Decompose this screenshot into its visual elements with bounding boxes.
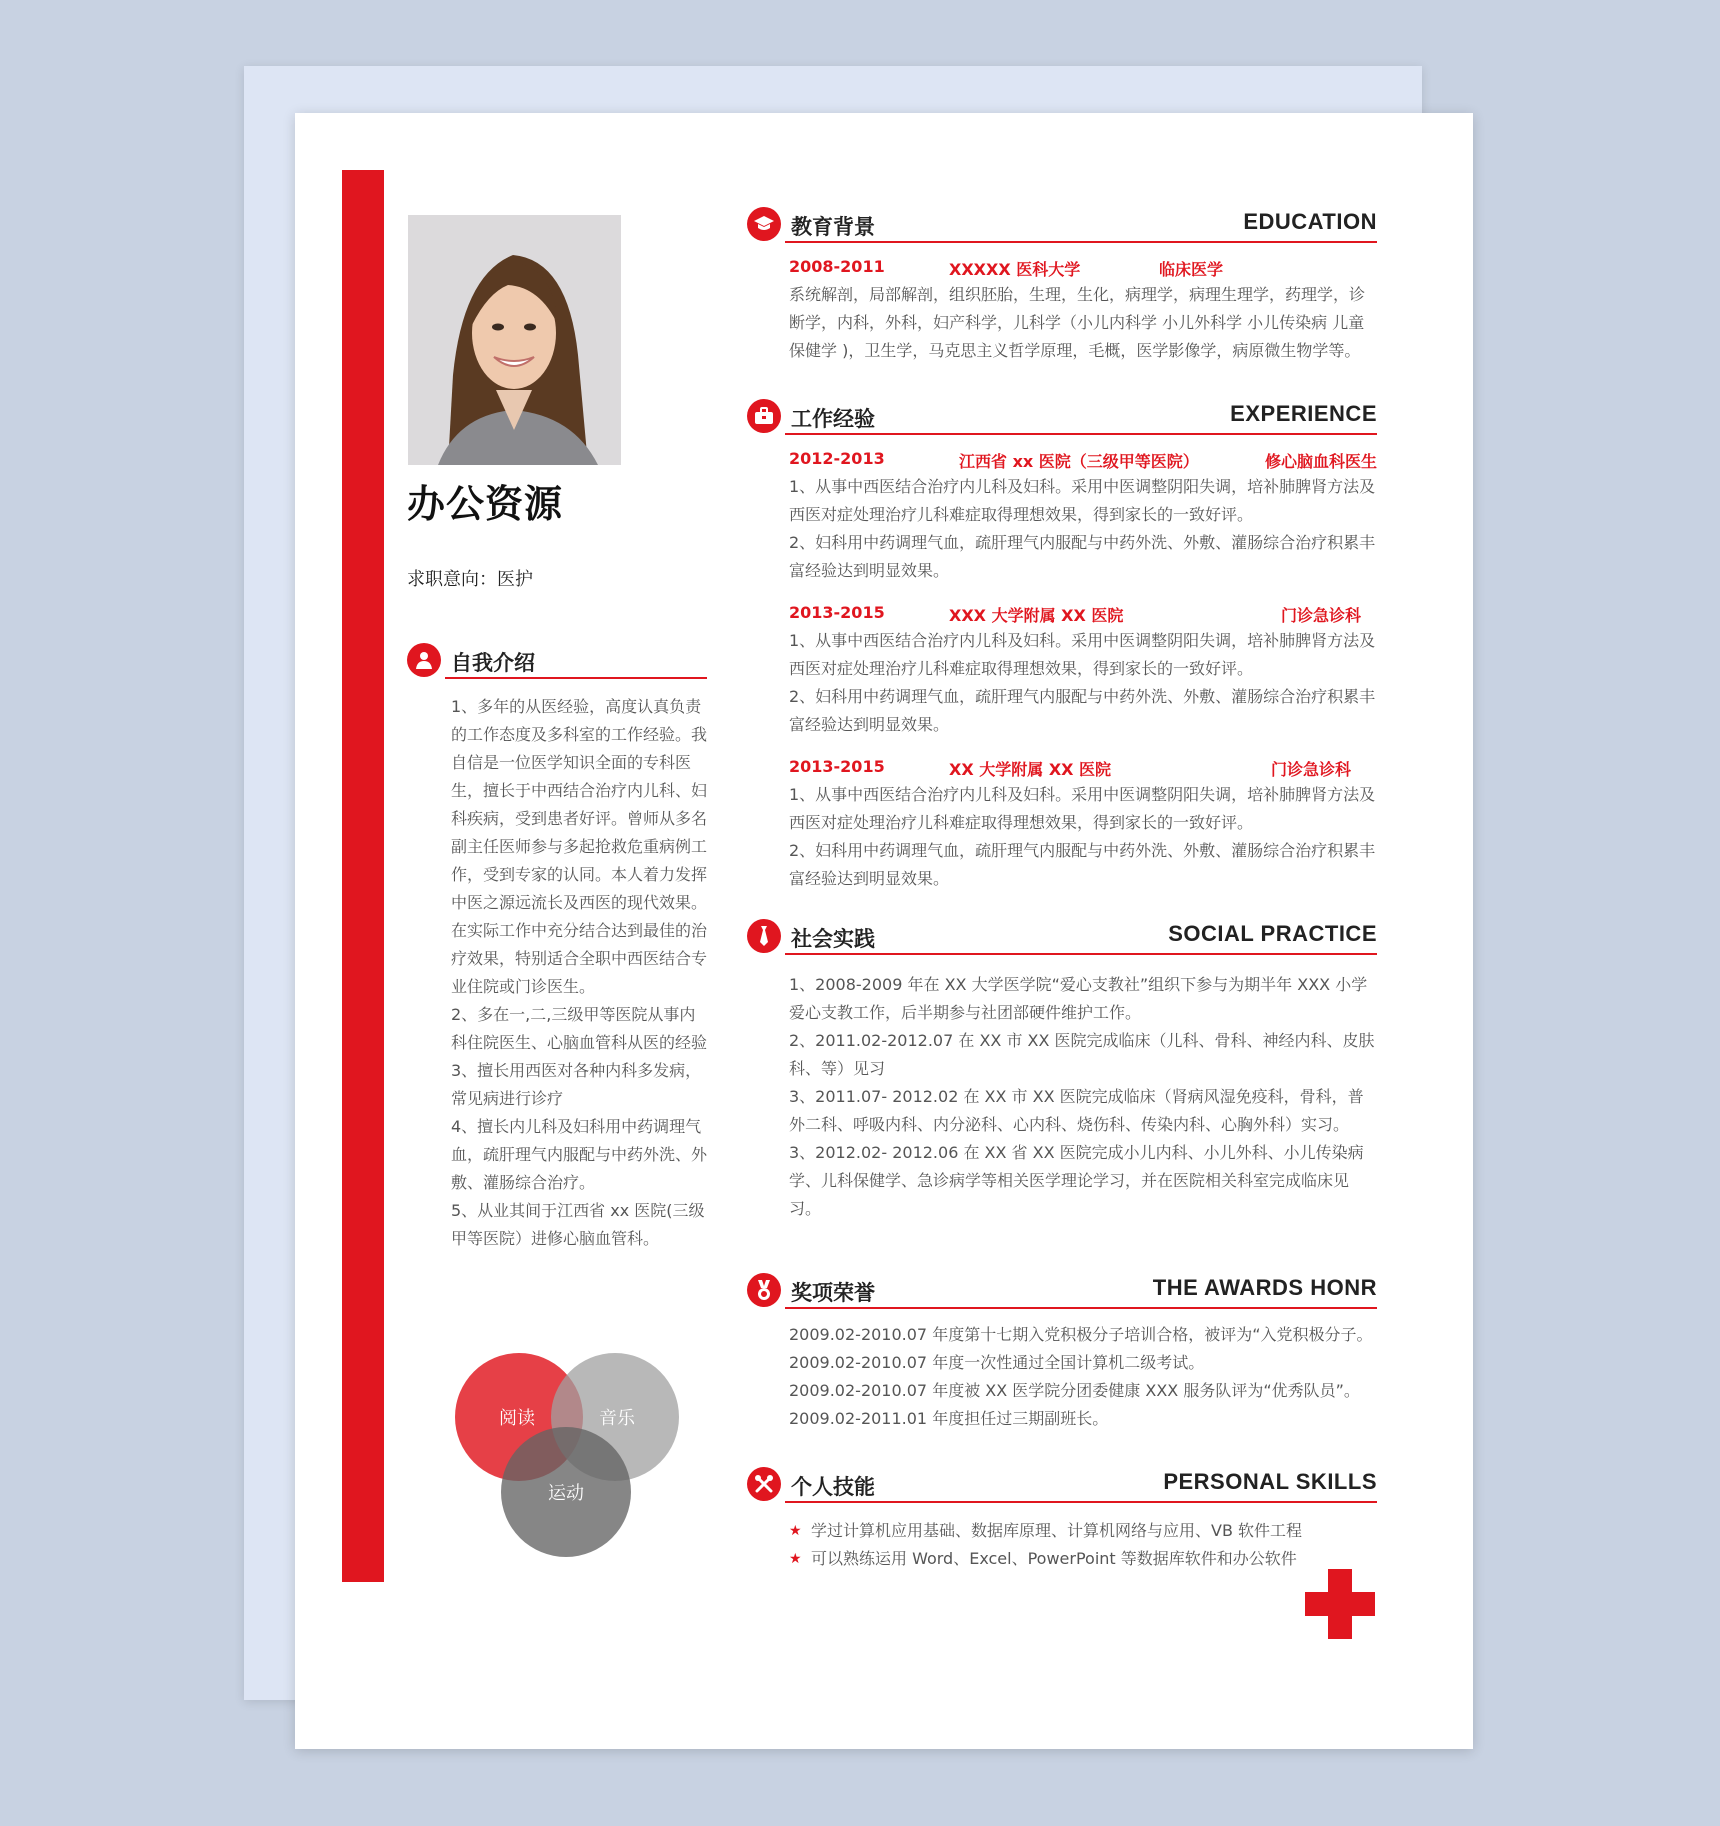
experience-item	[747, 599, 1377, 739]
profile-photo	[408, 215, 621, 465]
awards-title: 奖项荣誉	[791, 1281, 875, 1305]
awards-section	[747, 1273, 1377, 1433]
skills-header	[747, 1467, 1377, 1505]
experience-line: 1、从事中西医结合治疗内儿科及妇科。采用中医调整阴阳失调，培补肺脾肾方法及西医对症处理治疗儿科难症取得理想效果，得到家长的一致好评。	[789, 477, 1376, 524]
person-icon	[407, 643, 441, 677]
education-title: 教育背景	[791, 215, 875, 239]
award-line: 2009.02-2010.07 年度第十七期入党积极分子培训合格，被评为“入党积极分子。	[789, 1325, 1373, 1344]
education-header	[747, 207, 1377, 245]
tie-icon	[747, 919, 781, 953]
experience-org: XXX 大学附属 XX 医院	[949, 606, 1124, 625]
awards-header	[747, 1273, 1377, 1311]
experience-item-header	[789, 445, 1377, 473]
social-line: 3、2011.07- 2012.02 在 XX 市 XX 医院完成临床（肾病风湿免疫科，骨科，普外二科、呼吸内科、内分泌科、心内科、烧伤科、传染内科、心胸外科）实习。	[789, 1087, 1364, 1134]
social-section	[747, 919, 1377, 1223]
medal-icon	[747, 1273, 781, 1307]
section-divider	[445, 677, 707, 679]
experience-line: 1、从事中西医结合治疗内儿科及妇科。采用中医调整阴阳失调，培补肺脾肾方法及西医对症处理治疗儿科难症取得理想效果，得到家长的一致好评。	[789, 785, 1376, 832]
side-red-bar	[342, 170, 384, 1582]
section-divider	[785, 1307, 1377, 1309]
education-entry-header	[789, 253, 1377, 281]
experience-line: 2、妇科用中药调理气血，疏肝理气内服配与中药外洗、外敷、灌肠综合治疗积累丰富经验达到明显效果。	[789, 687, 1376, 734]
self-intro-paragraph: 5、从业其间于江西省 xx 医院(三级甲等医院）进修心脑血管科。	[451, 1201, 705, 1248]
award-line: 2009.02-2010.07 年度被 XX 医学院分团委健康 XXX 服务队评为“优秀队员”。	[789, 1381, 1360, 1400]
self-intro-paragraph: 3、擅长用西医对各种内科多发病，常见病进行诊疗	[451, 1061, 702, 1108]
job-intent: 求职意向：医护	[407, 569, 533, 590]
awards-title-en: THE AWARDS HONR	[1152, 1275, 1377, 1300]
self-intro-paragraph: 4、擅长内儿科及妇科用中药调理气血，疏肝理气内服配与中药外洗、外敷、灌肠综合治疗。	[451, 1117, 708, 1192]
section-divider	[785, 433, 1377, 435]
education-period: 2008-2011	[789, 257, 885, 276]
hobby-sports	[501, 1427, 631, 1557]
experience-title-en: EXPERIENCE	[1230, 401, 1377, 426]
experience-line: 1、从事中西医结合治疗内儿科及妇科。采用中医调整阴阳失调，培补肺脾肾方法及西医对症处理治疗儿科难症取得理想效果，得到家长的一致好评。	[789, 631, 1376, 678]
social-title: 社会实践	[791, 927, 875, 951]
experience-section	[747, 399, 1377, 893]
skill-text: 可以熟练运用 Word、Excel、PowerPoint 等数据库软件和办公软件	[811, 1549, 1297, 1568]
hobby-sports-label: 运动	[548, 1483, 584, 1504]
education-title-en: EDUCATION	[1243, 209, 1377, 234]
self-intro-section	[407, 643, 707, 1253]
experience-header	[747, 399, 1377, 437]
social-title-en: SOCIAL PRACTICE	[1168, 921, 1377, 946]
candidate-name: 办公资源	[407, 482, 564, 526]
social-line: 3、2012.02- 2012.06 在 XX 省 XX 医院完成小儿内科、小儿外科、小儿传染病学、儿科保健学、急诊病学等相关医学理论学习，并在医院相关科室完成临床见习。	[789, 1143, 1364, 1218]
experience-org: 江西省 xx 医院（三级甲等医院）	[959, 452, 1199, 471]
experience-item-header	[789, 599, 1377, 627]
experience-item	[747, 445, 1377, 585]
experience-period: 2013-2015	[789, 757, 885, 776]
experience-line: 2、妇科用中药调理气血，疏肝理气内服配与中药外洗、外敷、灌肠综合治疗积累丰富经验达到明显效果。	[789, 533, 1376, 580]
experience-item-header	[789, 753, 1377, 781]
education-courses: 系统解剖，局部解剖，组织胚胎，生理，生化，病理学，病理生理学，药理学，诊断学，内科，外科，妇产科学，儿科学（小儿内科学 小儿外科学 小儿传染病 儿童保健学 )，卫生学，马克思主义哲学原理，毛概，医学影像学，病原微生物学等。	[789, 285, 1366, 360]
skill-text: 学过计算机应用基础、数据库原理、计算机网络与应用、VB 软件工程	[811, 1521, 1303, 1540]
resume-page	[295, 113, 1473, 1749]
skill-item	[789, 1545, 1377, 1573]
experience-item	[747, 753, 1377, 893]
graduation-cap-icon	[747, 207, 781, 241]
social-header	[747, 919, 1377, 957]
section-divider	[785, 953, 1377, 955]
briefcase-icon	[747, 399, 781, 433]
star-icon: ★	[789, 1523, 802, 1539]
hobby-music-label: 音乐	[599, 1408, 635, 1429]
skill-item	[789, 1517, 1377, 1545]
award-line: 2009.02-2010.07 年度一次性通过全国计算机二级考试。	[789, 1353, 1205, 1372]
star-icon: ★	[789, 1551, 802, 1567]
experience-role: 门诊急诊科	[1280, 606, 1361, 625]
social-line: 1、2008-2009 年在 XX 大学医学院“爱心支教社”组织下参与为期半年 XXX 小学爱心支教工作，后半期参与社团部硬件维护工作。	[789, 975, 1368, 1022]
social-line: 2、2011.02-2012.07 在 XX 市 XX 医院完成临床（儿科、骨科、神经内科、皮肤科、等）见习	[789, 1031, 1375, 1078]
experience-org: XX 大学附属 XX 医院	[949, 760, 1112, 779]
self-intro-paragraph: 1、多年的从医经验，高度认真负责的工作态度及多科室的工作经验。我自信是一位医学知识全面的专科医生，擅长于中西结合治疗内儿科、妇科疾病，受到患者好评。曾师从多名副主任医师参与多起抢救危重病例工作，受到专家的认同。本人着力发挥中医之源远流长及西医的现代效果。在实际工作中充分结合达到最佳的治疗效果，特别适合全职中西医结合专业住院或门诊医生。	[451, 697, 708, 996]
self-intro-header	[407, 643, 707, 681]
hobby-reading-label: 阅读	[499, 1408, 535, 1429]
red-cross-icon	[1305, 1569, 1375, 1639]
skills-list	[789, 1517, 1377, 1573]
experience-period: 2012-2013	[789, 449, 885, 468]
hobbies-venn	[455, 1353, 755, 1593]
self-intro-text	[451, 693, 707, 1253]
skills-title: 个人技能	[791, 1475, 875, 1499]
experience-period: 2013-2015	[789, 603, 885, 622]
experience-line: 2、妇科用中药调理气血，疏肝理气内服配与中药外洗、外敷、灌肠综合治疗积累丰富经验达到明显效果。	[789, 841, 1376, 888]
experience-title: 工作经验	[791, 407, 875, 431]
self-intro-paragraph: 2、多在一,二,三级甲等医院从事内科住院医生、心脑血管科从医的经验	[451, 1005, 708, 1052]
section-divider	[785, 241, 1377, 243]
award-line: 2009.02-2011.01 年度担任过三期副班长。	[789, 1409, 1109, 1428]
awards-lines	[747, 1321, 1377, 1433]
education-major: 临床医学	[1159, 260, 1224, 279]
skills-section	[747, 1467, 1377, 1573]
education-section	[747, 207, 1377, 365]
section-divider	[785, 1501, 1377, 1503]
experience-role: 修心脑血科医生	[1264, 452, 1377, 471]
skills-title-en: PERSONAL SKILLS	[1163, 1469, 1377, 1494]
social-lines	[747, 971, 1377, 1223]
experience-role: 门诊急诊科	[1270, 760, 1351, 779]
self-intro-title: 自我介绍	[451, 651, 535, 675]
tools-icon	[747, 1467, 781, 1501]
education-school: XXXXX 医科大学	[949, 260, 1081, 279]
